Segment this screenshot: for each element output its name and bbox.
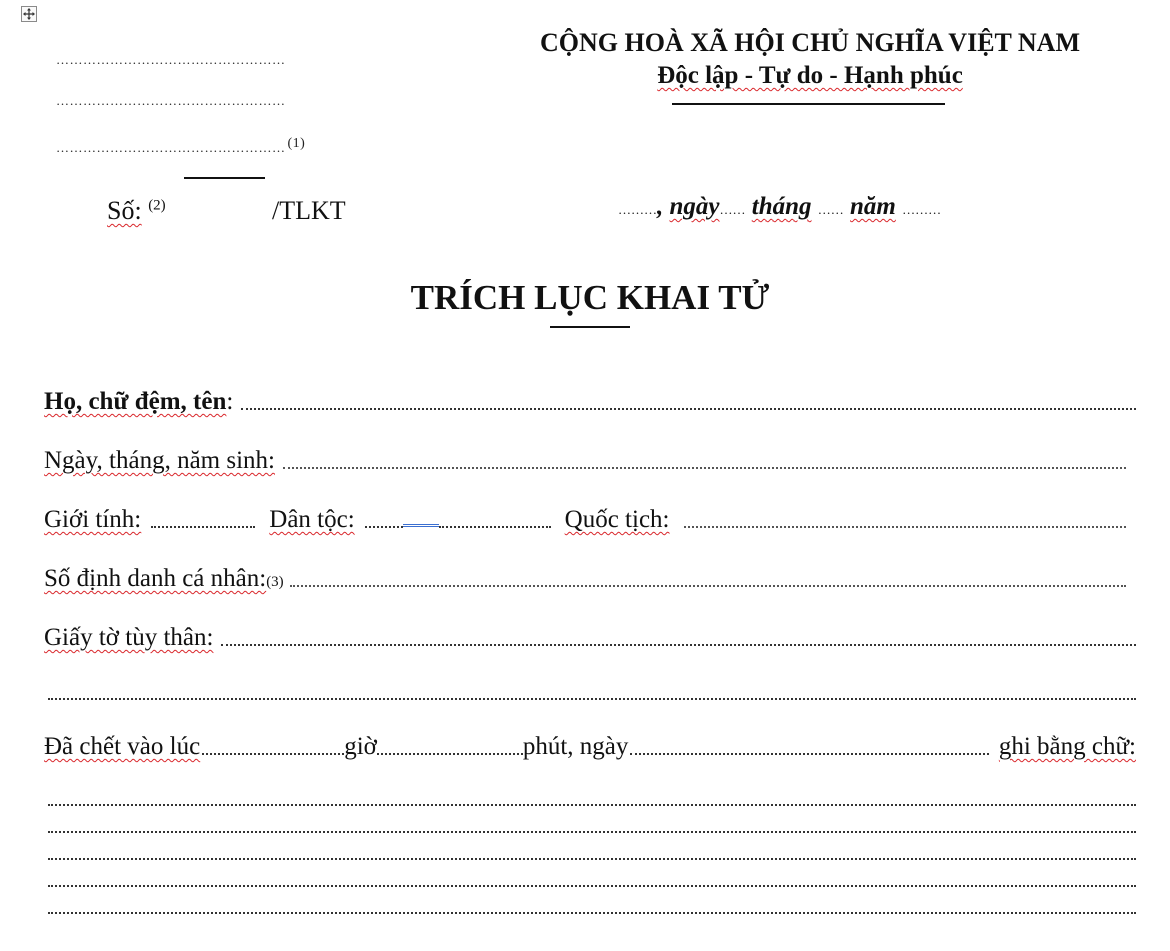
ethnicity-field-pre[interactable] [365,526,403,528]
agency-line-3-dots: …………………………………………… [56,140,286,155]
date-comma: , [657,193,664,220]
in-words-line-2[interactable] [48,831,1136,833]
agency-line-2: …………………………………………… [56,93,286,108]
move-arrows-icon [23,8,35,20]
dob-label: Ngày, tháng, năm sinh: [44,447,275,474]
document-title: TRÍCH LỤC KHAI TỬ [410,278,770,317]
motto [490,62,1130,90]
date-place-line [618,193,941,221]
nationality-field[interactable] [684,526,1127,528]
year-dots: ……… [902,202,942,217]
document-number-suffix: /TLKT [272,196,346,225]
hour-field[interactable] [202,753,344,755]
full-name-row [44,388,1136,416]
in-words-label: ghi bằng chữ: [998,733,1136,760]
full-name-label: Họ, chữ đệm, tên [44,388,227,415]
id-papers-row [44,624,1136,652]
motto-divider [672,103,945,105]
document-number-label [107,196,166,226]
id-papers-field-line-2[interactable] [48,698,1136,700]
ethnicity-field-post[interactable] [439,526,551,528]
minute-field[interactable] [377,753,523,755]
personal-id-field[interactable] [290,585,1126,587]
agency-divider [184,177,265,179]
table-move-handle[interactable] [21,6,37,22]
month-label: tháng [751,193,812,220]
dob-row [44,447,1126,475]
full-name-field[interactable] [241,408,1136,410]
personal-id-row: Số định danh cá nhân: (3) [44,565,1126,593]
in-words-line-4[interactable] [48,885,1136,887]
grammar-mark [403,524,439,527]
title-divider [550,326,630,328]
ethnicity-label: Dân tộc: [269,506,355,533]
motto-text: Độc lập - Tự do - Hạnh phúc [657,62,963,89]
footnote-2: (2) [148,197,166,214]
in-words-line-5[interactable] [48,912,1136,914]
full-name-colon: : [226,388,234,415]
gender-label: Giới tính: [44,506,142,533]
minute-day-label: phút, ngày [522,733,629,760]
personal-id-label: Số định danh cá nhân: [44,565,267,592]
in-words-line-1[interactable] [48,804,1136,806]
gender-ethnicity-nationality-row [44,506,1126,534]
month-dots: …… [817,202,844,217]
id-papers-label: Giấy tờ tùy thân: [44,624,214,651]
footnote-1: (1) [287,135,306,151]
hour-label: giờ [344,733,377,760]
gender-field[interactable] [151,526,255,528]
day-dots: …… [719,202,746,217]
dob-field[interactable] [283,467,1126,469]
death-time-row [44,733,1136,761]
agency-line-1: …………………………………………… [56,52,286,67]
id-papers-field[interactable] [221,644,1136,646]
death-time-label: Đã chết vào lúc [44,733,201,760]
year-label: năm [850,193,896,220]
day-label: ngày [669,193,720,220]
in-words-line-3[interactable] [48,858,1136,860]
place-dots: ……… [618,202,657,217]
so-label: Số: [107,196,142,225]
nation-heading: CỘNG HOÀ XÃ HỘI CHỦ NGHĨA VIỆT NAM [539,28,1081,57]
day-field[interactable] [630,753,988,755]
nationality-label: Quốc tịch: [564,506,670,533]
agency-line-3 [56,135,306,156]
